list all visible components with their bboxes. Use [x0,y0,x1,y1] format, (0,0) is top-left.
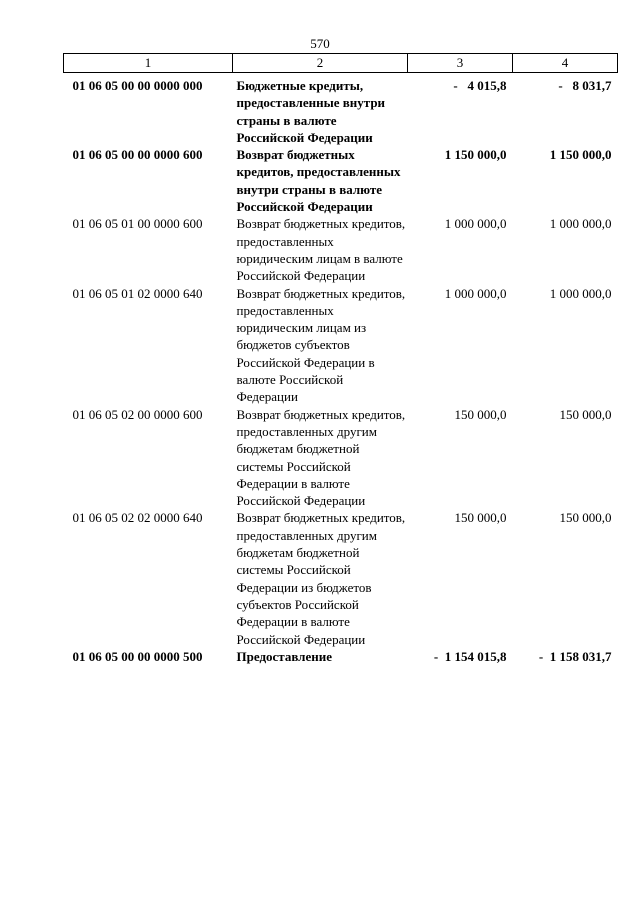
amount-col3: - 1 154 015,8 [433,648,507,664]
budget-item-name: Возврат бюджетных кредитов, предоставленных другим бюджетам бюджетной системы Российской Федерации в валюте Российской Федерации [236,406,406,509]
amount-col3: 1 000 000,0 [444,285,507,301]
table-row [64,215,618,284]
amount-col4: 1 150 000,0 [549,147,612,163]
amount-col3: 1 150 000,0 [444,147,507,163]
table-row [64,406,618,510]
amount-col4: - 8 031,7 [558,78,612,93]
budget-code: 01 06 05 01 02 0000 640 [72,285,203,301]
table-row [64,73,618,147]
budget-item-name: Возврат бюджетных кредитов, предоставленных юридическим лицам в валюте Российской Федерации [236,216,406,284]
budget-item-name: Возврат бюджетных кредитов, предоставленных внутри страны в валюте Российской Федерации [236,147,401,215]
column-header-1: 1 [64,54,233,73]
amount-col4: - 1 158 031,7 [538,648,612,664]
budget-item-name: Предоставление [236,648,332,664]
column-header-4: 4 [513,54,618,73]
budget-code: 01 06 05 02 00 0000 600 [72,406,203,422]
budget-code: 01 06 05 00 00 0000 600 [72,147,203,163]
table-row [64,285,618,406]
page-number: 570 [310,36,330,51]
column-header-2: 2 [233,54,408,73]
budget-item-name: Возврат бюджетных кредитов, предоставленных другим бюджетам бюджетной системы Российской Федерации из бюджетов субъектов Российской Федерации в валюте Российской Федерации [236,510,406,647]
budget-code: 01 06 05 00 00 0000 000 [72,78,203,93]
amount-col3: 150 000,0 [454,510,507,526]
table-row [64,509,618,647]
amount-col3: 1 000 000,0 [444,216,507,232]
budget-item-name: Возврат бюджетных кредитов, предоставленных юридическим лицам из бюджетов субъектов Российской Федерации в валюте Российской Федерации [236,285,406,405]
budget-item-name: Бюджетные кредиты, предоставленные внутри страны в валюте Российской Федерации [236,78,386,145]
budget-code: 01 06 05 00 00 0000 500 [72,648,203,664]
amount-col4: 1 000 000,0 [549,216,612,232]
budget-table [63,53,618,665]
amount-col4: 1 000 000,0 [549,285,612,301]
budget-code: 01 06 05 02 02 0000 640 [72,510,203,526]
table-header-row [64,54,618,73]
budget-code: 01 06 05 01 00 0000 600 [72,216,203,232]
amount-col4: 150 000,0 [559,406,612,422]
amount-col3: - 4 015,8 [453,78,507,93]
table-row [64,146,618,215]
table-row [64,648,618,665]
amount-col4: 150 000,0 [559,510,612,526]
amount-col3: 150 000,0 [454,406,507,422]
column-header-3: 3 [408,54,513,73]
